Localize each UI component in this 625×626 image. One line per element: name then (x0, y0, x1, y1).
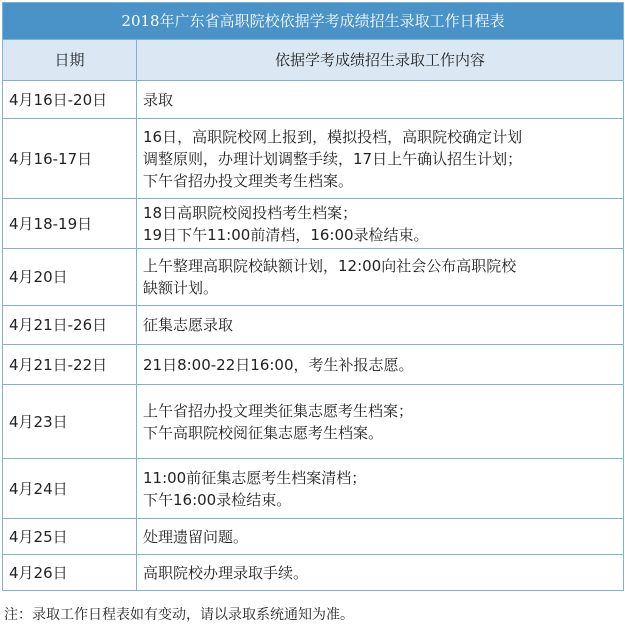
content-cell (137, 385, 624, 459)
content-cell (137, 459, 624, 519)
table-title: 2018年广东省高职院校依据学考成绩招生录取工作日程表 (3, 3, 624, 40)
date-cell: 4月25日 (3, 519, 137, 555)
table-row (3, 306, 624, 345)
date-cell: 4月16-17日 (3, 119, 137, 199)
header-date: 日期 (3, 40, 137, 81)
date-cell: 4月18-19日 (3, 199, 137, 249)
content-cell (137, 119, 624, 199)
content-cell (137, 345, 624, 385)
table-row (3, 459, 624, 519)
content-line: 处理遗留问题。 (143, 527, 249, 546)
footnote: 注：录取工作日程表如有变动，请以录取系统通知为准。 (4, 607, 354, 623)
content-line: 11:00前征集志愿考生档案清档； (143, 468, 367, 487)
table-title-row (3, 3, 624, 40)
content-cell (137, 249, 624, 306)
content-line: 征集志愿录取 (143, 316, 234, 334)
content-cell (137, 81, 624, 119)
content-line: 18日高职院校阅投档考生档案； (143, 203, 358, 222)
schedule-table (2, 2, 624, 591)
table-header-row (3, 40, 624, 81)
header-content: 依据学考成绩招生录取工作内容 (137, 40, 624, 81)
schedule-table-container (2, 2, 623, 591)
table-row (3, 345, 624, 385)
table-row (3, 249, 624, 306)
content-line: 录取 (143, 90, 174, 109)
table-row (3, 81, 624, 119)
content-line: 21日8:00-22日16:00，考生补报志愿。 (143, 355, 414, 374)
table-row (3, 519, 624, 555)
content-line: 下午省招办投文理类考生档案。 (143, 171, 354, 190)
content-line: 上午省招办投文理类征集志愿考生档案； (143, 401, 414, 420)
content-line: 高职院校办理录取手续。 (143, 563, 309, 582)
content-line: 上午整理高职院校缺额计划，12:00向社会公布高职院校 (143, 257, 517, 275)
date-cell: 4月16日-20日 (3, 81, 137, 119)
table-body (3, 81, 624, 591)
table-row (3, 199, 624, 249)
content-cell (137, 555, 624, 591)
content-line: 16日，高职院校网上报到，模拟投档，高职院校确定计划 (143, 127, 523, 146)
table-row (3, 385, 624, 459)
date-cell: 4月21日-26日 (3, 306, 137, 345)
content-line: 下午高职院校阅征集志愿考生档案。 (143, 423, 384, 442)
date-cell: 4月24日 (3, 459, 137, 519)
content-line: 缺额计划。 (143, 279, 219, 297)
content-cell (137, 519, 624, 555)
date-cell: 4月26日 (3, 555, 137, 591)
content-line: 19日下午11:00前清档，16:00录检结束。 (143, 225, 429, 244)
content-line: 下午16:00录检结束。 (143, 490, 292, 509)
table-row (3, 119, 624, 199)
content-cell (137, 199, 624, 249)
content-line: 调整原则，办理计划调整手续，17日上午确认招生计划； (143, 149, 523, 168)
table-row (3, 555, 624, 591)
content-cell (137, 306, 624, 345)
date-cell: 4月20日 (3, 249, 137, 306)
date-cell: 4月23日 (3, 385, 137, 459)
date-cell: 4月21日-22日 (3, 345, 137, 385)
